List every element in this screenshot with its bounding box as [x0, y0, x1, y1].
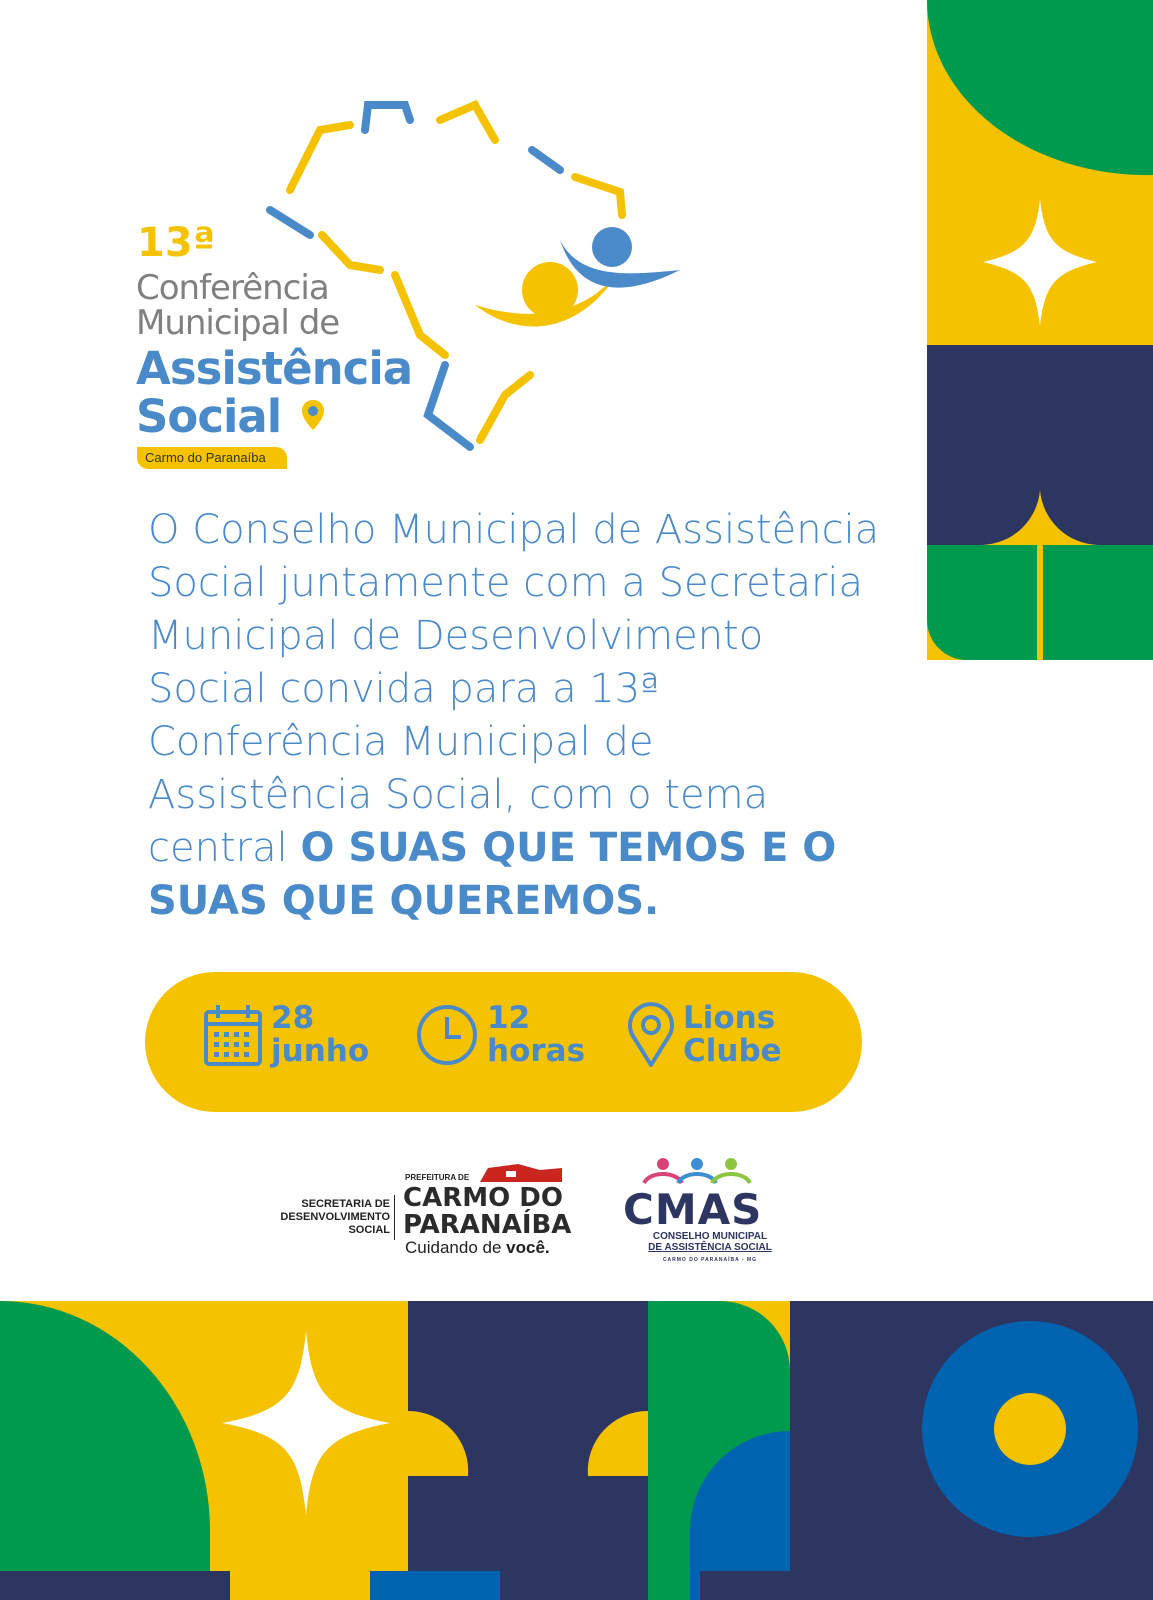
secretaria-logo-text: SECRETARIA DE DESENVOLVIMENTO SOCIAL — [280, 1198, 390, 1236]
cmas-logo-text: CMAS — [623, 1185, 763, 1234]
cmas-city: CARMO DO PARANAÍBA - MG — [662, 1257, 758, 1263]
event-location — [627, 1002, 782, 1068]
calendar-icon — [203, 1002, 263, 1068]
clock-icon — [415, 1003, 479, 1067]
right-decorative-pattern — [927, 0, 1153, 660]
date-text: 28 junho — [271, 1000, 370, 1069]
location-text: Lions Clube — [683, 1000, 782, 1069]
title-line-3: Assistência — [136, 342, 413, 395]
time-text: 12 horas — [487, 1000, 586, 1069]
event-date — [203, 1002, 369, 1068]
invitation-text — [148, 504, 888, 928]
edition-number: 13ª — [137, 220, 216, 266]
prefeitura-building-logo — [478, 1162, 564, 1184]
title-line-1: Conferência — [136, 268, 329, 308]
event-time — [415, 1002, 585, 1068]
title-line-2: Municipal de — [136, 303, 340, 343]
cmas-subtitle-1: CONSELHO MUNICIPAL — [652, 1231, 768, 1242]
invitation-intro: O Conselho Municipal de Assistência Social juntamente com a Secretaria Municipal de Desenvolvimento Social convida para a 13ª Conferência Municipal de Assistência Social, com o tema central — [148, 507, 880, 871]
prefeitura-label: PREFEITURA DE — [405, 1173, 470, 1182]
title-line-4: Social — [136, 390, 282, 443]
conference-theme: O SUAS QUE TEMOS E O SUAS QUE QUEREMOS. — [148, 825, 837, 924]
prefeitura-name-line-2: PARANAÍBA — [403, 1210, 572, 1240]
bottom-decorative-pattern — [0, 1301, 1153, 1600]
prefeitura-name-line-1: CARMO DO — [403, 1183, 563, 1213]
event-info-panel — [145, 972, 862, 1112]
cmas-people-logo — [632, 1157, 762, 1185]
prefeitura-tagline: Cuidando de você. — [405, 1238, 550, 1257]
city-tag: Carmo do Paranaíba — [137, 447, 287, 469]
logo-divider — [394, 1195, 395, 1240]
cmas-subtitle-2: DE ASSISTÊNCIA SOCIAL — [648, 1242, 772, 1253]
location-pin-icon — [300, 398, 326, 432]
location-pin-icon — [627, 1002, 675, 1068]
